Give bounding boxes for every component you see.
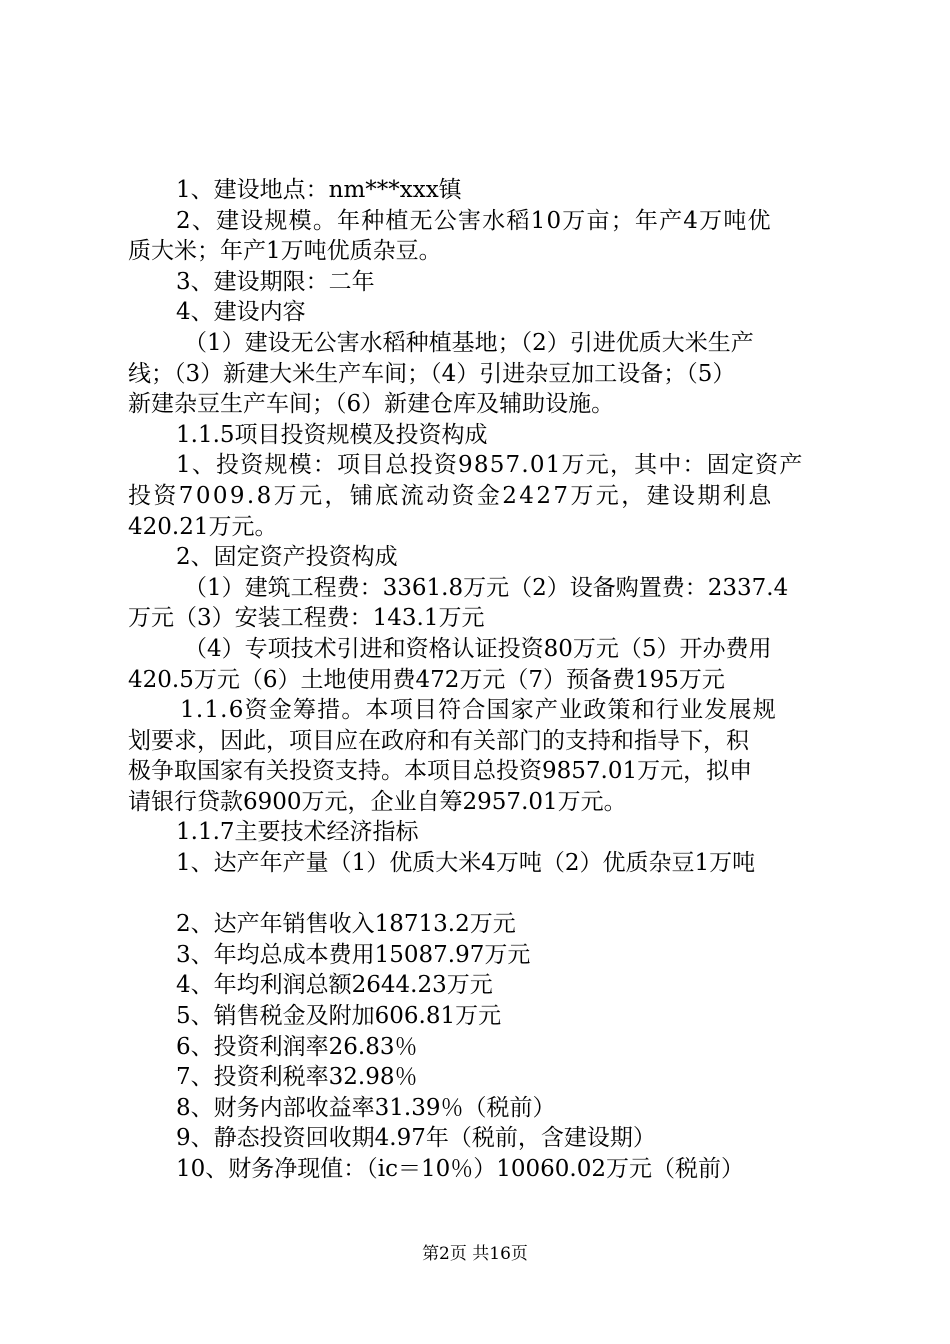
list-item: 10、财务净现值：（ic＝10％）10060.02万元（税前） xyxy=(176,1156,745,1182)
paragraph-line: 线；（3）新建大米生产车间；（4）引进杂豆加工设备；（5） xyxy=(128,360,736,387)
paragraph-line: 投资7009.8万元，铺底流动资金2427万元，建设期利息 xyxy=(128,482,774,509)
paragraph-line: 划要求，因此，项目应在政府和有关部门的支持和指导下，积 xyxy=(128,727,749,754)
document-body xyxy=(128,175,832,1185)
paragraph-line: 4、建设内容 xyxy=(176,299,306,326)
section-heading: 1.1.7主要技术经济指标 xyxy=(176,819,419,846)
paragraph-line: 1、投资规模：项目总投资9857.01万元，其中：固定资产 xyxy=(176,452,804,479)
paragraph-line: （4）专项技术引进和资格认证投资80万元（5）开办费用 xyxy=(184,635,772,662)
paragraph-line: 2、建设规模。年种植无公害水稻10万亩；年产4万吨优 xyxy=(176,207,772,234)
paragraph-line: 新建杂豆生产车间；（6）新建仓库及辅助设施。 xyxy=(128,391,615,418)
paragraph-line: （1）建设无公害水稻种植基地；（2）引进优质大米生产 xyxy=(184,329,754,356)
list-item: 2、达产年销售收入18713.2万元 xyxy=(176,911,516,938)
paragraph-line: 万元（3）安装工程费：143.1万元 xyxy=(128,605,485,632)
paragraph-line: 2、固定资产投资构成 xyxy=(176,544,398,571)
paragraph-line: 1、达产年产量（1）优质大米4万吨（2）优质杂豆1万吨 xyxy=(176,850,756,877)
list-item: 8、财务内部收益率31.39％（税前） xyxy=(176,1094,556,1121)
paragraph-line: 420.5万元（6）土地使用费472万元（7）预备费195万元 xyxy=(128,666,725,693)
paragraph-line: 420.21万元。 xyxy=(128,513,278,540)
list-item: 4、年均利润总额2644.23万元 xyxy=(176,972,493,999)
section-heading: 1.1.6资金筹措。本项目符合国家产业政策和行业发展规 xyxy=(180,697,777,724)
paragraph-line: 极争取国家有关投资支持。本项目总投资9857.01万元，拟申 xyxy=(128,758,753,785)
paragraph-line: 请银行贷款6900万元，企业自筹2957.01万元。 xyxy=(128,788,627,815)
paragraph-line: 1、建设地点：nm***xxx镇 xyxy=(176,177,462,203)
list-item: 3、年均总成本费用15087.97万元 xyxy=(176,941,531,968)
list-item: 5、销售税金及附加606.81万元 xyxy=(176,1003,502,1030)
list-item: 9、静态投资回收期4.97年（税前，含建设期） xyxy=(176,1125,656,1152)
paragraph-line: 质大米；年产1万吨优质杂豆。 xyxy=(128,238,442,265)
paragraph-line: 3、建设期限：二年 xyxy=(176,268,375,295)
blank-line xyxy=(128,879,832,910)
list-item: 6、投资利润率26.83％ xyxy=(176,1033,418,1060)
section-heading: 1.1.5项目投资规模及投资构成 xyxy=(176,421,488,448)
list-item: 7、投资利税率32.98％ xyxy=(176,1064,418,1091)
paragraph-line: （1）建筑工程费：3361.8万元（2）设备购置费：2337.4 xyxy=(184,574,789,601)
page-number-footer: 第2页 共16页 xyxy=(422,1244,528,1264)
